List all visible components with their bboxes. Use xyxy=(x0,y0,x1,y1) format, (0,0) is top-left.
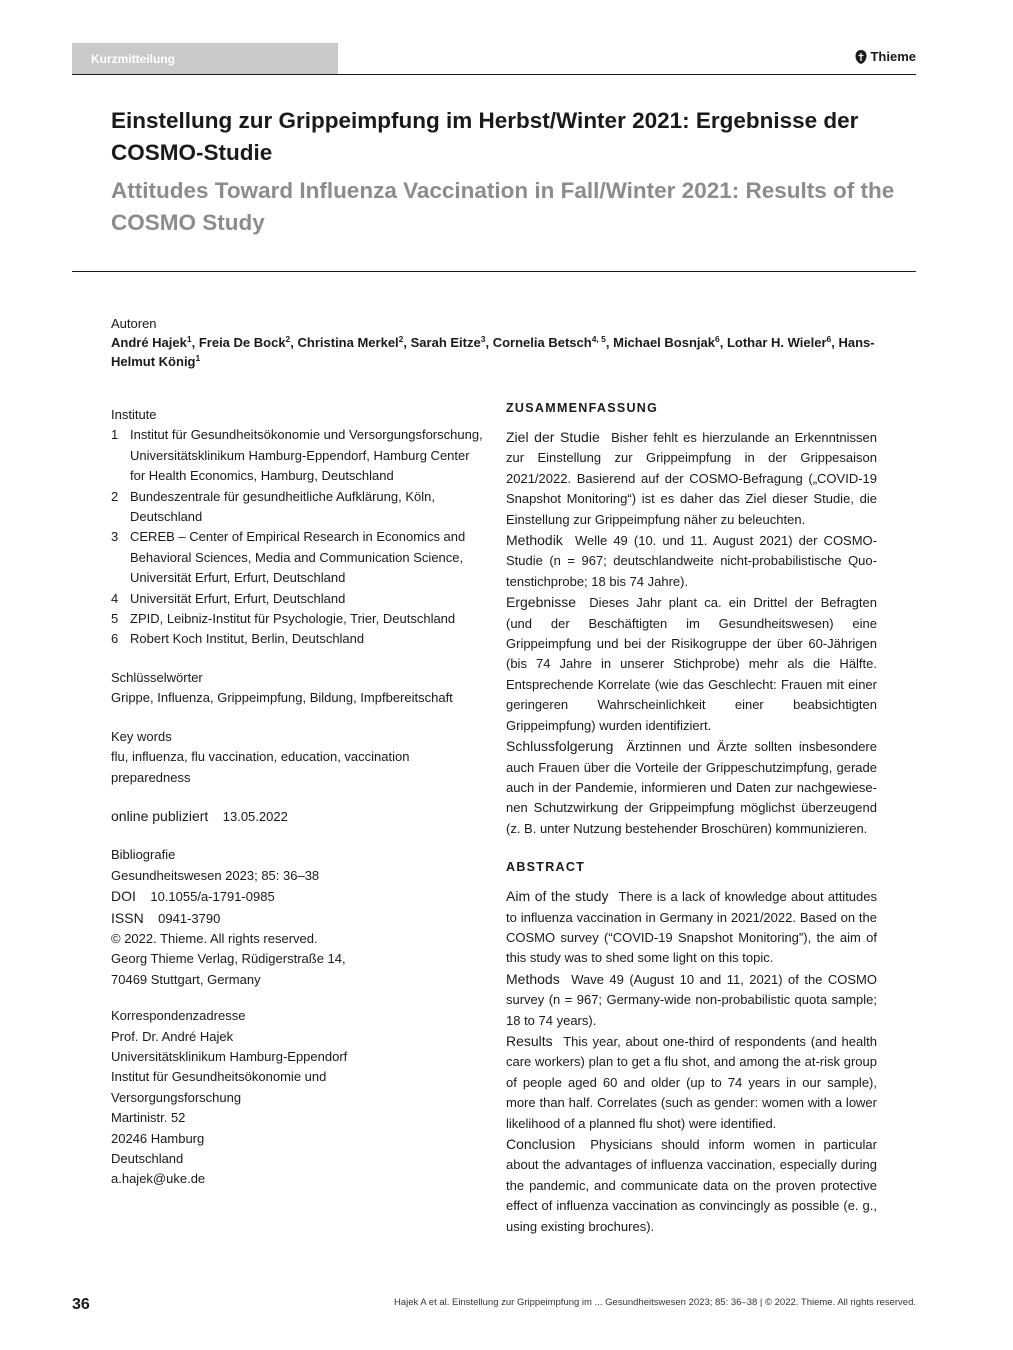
author-affiliation: 6 xyxy=(826,334,832,344)
abstract-section-text: Physicians should inform women in particular about the advantages of influenza vaccination, especially during the pandemic, and communicate data on the proven protective effect of influenza vaccination as convincingly as possible (e. g., using existing brochures). xyxy=(506,1137,877,1234)
correspondence-line: Versorgungsforschung xyxy=(111,1089,242,1105)
author-name: Hans-Helmut König xyxy=(111,335,875,369)
correspondence-address xyxy=(111,1027,483,1190)
issn-label: ISSN xyxy=(111,909,144,926)
zusammenfassung-section-text: Welle 49 (10. und 11. August 2021) der COSMO-Studie (n = 967; deutschlandweite nicht-probabilistische Quotenstichprobe; 18 bis 74 Jahre). xyxy=(506,533,877,589)
bibliography-heading: Bibliografie xyxy=(111,847,176,863)
zusammenfassung-section-text: Ärztinnen und Ärzte sollten insbesondere auch Frauen über die Vorteile der Grippeschutzimpfung, gerade auch in der Pandemie, informieren und Daten zur nachgewiesenen Schutzwirkung der Grippeimpfung möglichst überzeugend (z. B. unter Nutzung bestehender Broschüren) kommunizieren. xyxy=(506,739,877,836)
zusammenfassung-section xyxy=(506,736,877,839)
authors-heading: Autoren xyxy=(111,316,157,331)
zusammenfassung-section xyxy=(506,427,877,530)
bibliography-publisher-line2: 70469 Stuttgart, Germany xyxy=(111,971,261,987)
abstract-body xyxy=(506,886,877,1237)
institute-text: Institut für Gesundheitsökonomie und Versorgungsforschung, Universitätsklinikum Hamburg-Eppendorf, Hamburg Center for Health Economics, Hamburg, Deutschland xyxy=(130,427,483,484)
institute-item xyxy=(111,629,483,649)
author-list xyxy=(111,333,881,371)
institute-text: CEREB – Center of Empirical Research in Economics and Behavioral Sciences, Media and Communication Science, Universität Erfurt, Erfurt, Deutschland xyxy=(130,529,466,586)
keywords-en-heading: Key words xyxy=(111,728,172,744)
author-separator: , xyxy=(719,335,727,350)
zusammenfassung-section-text: Dieses Jahr plant ca. ein Drittel der Befragten (und der Beschäftigten im Gesundheitswesen) eine Grippeimpfung und bei der Risikogruppe der über 60-Jährigen (bis 74 Jahre in unserer Stichprobe) mehr als die Hälfte. Entsprechende Korrelate (wie das Geschlecht: Frauen mit einer geringeren Wahrscheinlichkeit einer beabsichtigten Grippeimpfung) wurden identifiziert. xyxy=(506,595,877,733)
correspondence-heading: Korrespondenzadresse xyxy=(111,1008,246,1024)
author-separator: , xyxy=(831,335,839,350)
zusammenfassung-heading: ZUSAMMENFASSUNG xyxy=(506,401,659,415)
author-affiliation: 6 xyxy=(714,334,720,344)
author-separator: , xyxy=(605,335,614,350)
correspondence-line: Deutschland xyxy=(111,1151,184,1166)
page-number: 36 xyxy=(72,1296,90,1313)
author-name: Freia De Bock xyxy=(198,335,286,350)
bibliography-copyright: © 2022. Thieme. All rights reserved. xyxy=(111,930,318,946)
correspondence-email[interactable]: a.hajek@uke.de xyxy=(111,1171,206,1187)
author-affiliation: 1 xyxy=(195,353,201,363)
author-affiliation: 4, 5 xyxy=(591,334,606,344)
header-rule xyxy=(72,74,916,75)
correspondence-line: 20246 Hamburg xyxy=(111,1130,205,1146)
zusammenfassung-section-text: Bisher fehlt es hierzulande an Erkenntnissen zur Einstellung zur Grippeimpfung in der Grippesaison 2021/2022. Basierend auf der COSMO-Befragung („COVID-19 Snapshot Monitoring“) ist es daher das Ziel dieser Studie, die Einstellung zur Grippeimpfung näher zu beleuchten. xyxy=(506,430,877,527)
publisher-name: Thieme xyxy=(870,49,916,64)
institute-number: 4 xyxy=(111,590,119,606)
institute-item xyxy=(111,487,483,528)
abstract-section-label: Aim of the study xyxy=(506,888,609,905)
abstract-section xyxy=(506,1134,877,1237)
abstract-section-text: This year, about one-third of respondents (and health care workers) plan to get a flu shot, and among the at-risk group of people aged 60 and older (up to 74 years in our sample), more than half. Correlates (such as gender: women with a lower likelihood of a planned flu shot) were identified. xyxy=(506,1033,877,1131)
keywords-de: Grippe, Influenza, Grippeimpfung, Bildung, Impfbereitschaft xyxy=(111,690,453,706)
abstract-heading: ABSTRACT xyxy=(506,860,586,875)
institute-text: Universität Erfurt, Erfurt, Deutschland xyxy=(130,590,346,606)
author-separator: , xyxy=(403,335,411,350)
author-separator: , xyxy=(485,335,493,350)
author-affiliation: 3 xyxy=(480,334,486,344)
thieme-logo-icon xyxy=(855,50,867,64)
abstract-section xyxy=(506,1031,877,1134)
author-affiliation: 1 xyxy=(186,334,192,344)
author-name: Sarah Eitze xyxy=(410,335,481,350)
online-published xyxy=(111,806,483,827)
abstract-section-text: There is a lack of knowledge about attitudes to influenza vaccination in Germany in 2021/2022. Based on the COSMO survey (“COVID-19 Snapshot Monitoring”), the aim of this study was to shed some light on this topic. xyxy=(506,889,877,966)
section-tab: Kurzmitteilung xyxy=(72,43,338,75)
abstract-section-label: Results xyxy=(506,1032,553,1049)
abstract-column xyxy=(506,398,877,1237)
author-name: Christina Merkel xyxy=(297,335,399,350)
institute-number: 1 xyxy=(111,427,119,443)
online-date: 13.05.2022 xyxy=(222,808,288,824)
zusammenfassung-section-label: Ergebnisse xyxy=(506,594,577,611)
footer-citation: Hajek A et al. Einstellung zur Grippeimpfung im ... Gesundheitswesen 2023; 85: 36–38 | © 2022. Thieme. All rights reserved. xyxy=(393,1297,916,1308)
title-german: Einstellung zur Grippeimpfung im Herbst/Winter 2021: Ergebnisse der COSMO-Studie xyxy=(111,108,859,165)
institute-number: 6 xyxy=(111,631,119,647)
abstract-section-text: Wave 49 (August 10 and 11, 2021) of the COSMO survey (n = 967; Germany-wide non-probabilistic quota sample; 18 to 74 years). xyxy=(506,971,877,1028)
institute-text: Bundeszentrale für gesundheitliche Aufklärung, Köln, Deutschland xyxy=(130,488,435,525)
correspondence-line: Universitätsklinikum Hamburg-Eppendorf xyxy=(111,1048,348,1064)
metadata-column xyxy=(111,405,483,1190)
correspondence-line: Martinistr. 52 xyxy=(111,1110,186,1126)
zusammenfassung-section-label: Ziel der Studie xyxy=(506,429,600,445)
zusammenfassung-body xyxy=(506,427,877,839)
institute-text: Robert Koch Institut, Berlin, Deutschland xyxy=(130,631,365,647)
institute-item xyxy=(111,589,483,609)
abstract-section xyxy=(506,969,877,1031)
institutes-heading: Institute xyxy=(111,407,157,422)
abstract-section-label: Conclusion xyxy=(506,1136,576,1152)
institutes-list xyxy=(111,425,483,649)
correspondence-line: Institut für Gesundheitsökonomie und xyxy=(111,1069,327,1085)
keywords-en: flu, influenza, flu vaccination, education, vaccination preparedness xyxy=(111,749,410,785)
institute-item xyxy=(111,609,483,629)
abstract-section xyxy=(506,886,877,969)
institute-number: 5 xyxy=(111,611,119,627)
bibliography-issn xyxy=(111,908,483,929)
institute-number: 3 xyxy=(111,529,119,545)
online-label: online publiziert xyxy=(111,807,209,824)
author-name: Cornelia Betsch xyxy=(492,335,592,350)
author-separator: , xyxy=(191,335,199,350)
bibliography-doi xyxy=(111,886,483,907)
doi-value[interactable]: 10.1055/a-1791-0985 xyxy=(150,889,275,905)
author-name: André Hajek xyxy=(111,335,187,350)
institute-item xyxy=(111,425,483,486)
correspondence-line: Prof. Dr. André Hajek xyxy=(111,1028,234,1044)
author-affiliation: 2 xyxy=(285,334,291,344)
keywords-de-heading: Schlüsselwörter xyxy=(111,669,203,685)
bibliography-publisher-line1: Georg Thieme Verlag, Rüdigerstraße 14, xyxy=(111,951,346,967)
title-english: Attitudes Toward Influenza Vaccination in Fall/Winter 2021: Results of the COSMO Study xyxy=(111,178,895,235)
issn-value: 0941-3790 xyxy=(158,910,221,926)
institute-number: 2 xyxy=(111,488,119,504)
institute-text: ZPID, Leibniz-Institut für Psychologie, Trier, Deutschland xyxy=(130,611,456,627)
publisher-logo xyxy=(855,47,916,67)
title-rule xyxy=(72,271,916,272)
zusammenfassung-section xyxy=(506,530,877,592)
author-name: Lothar H. Wieler xyxy=(726,335,827,350)
author-affiliation: 2 xyxy=(398,334,404,344)
author-name: Michael Bosnjak xyxy=(613,335,715,350)
bibliography-journal: Gesundheitswesen 2023; 85: 36–38 xyxy=(111,867,320,883)
zusammenfassung-section-label: Methodik xyxy=(506,532,563,549)
doi-label: DOI xyxy=(111,888,136,905)
abstract-section-label: Methods xyxy=(506,970,560,987)
zusammenfassung-section xyxy=(506,592,877,736)
zusammenfassung-section-label: Schlussfolgerung xyxy=(506,738,614,755)
institute-item xyxy=(111,527,483,588)
author-separator: , xyxy=(290,335,298,350)
